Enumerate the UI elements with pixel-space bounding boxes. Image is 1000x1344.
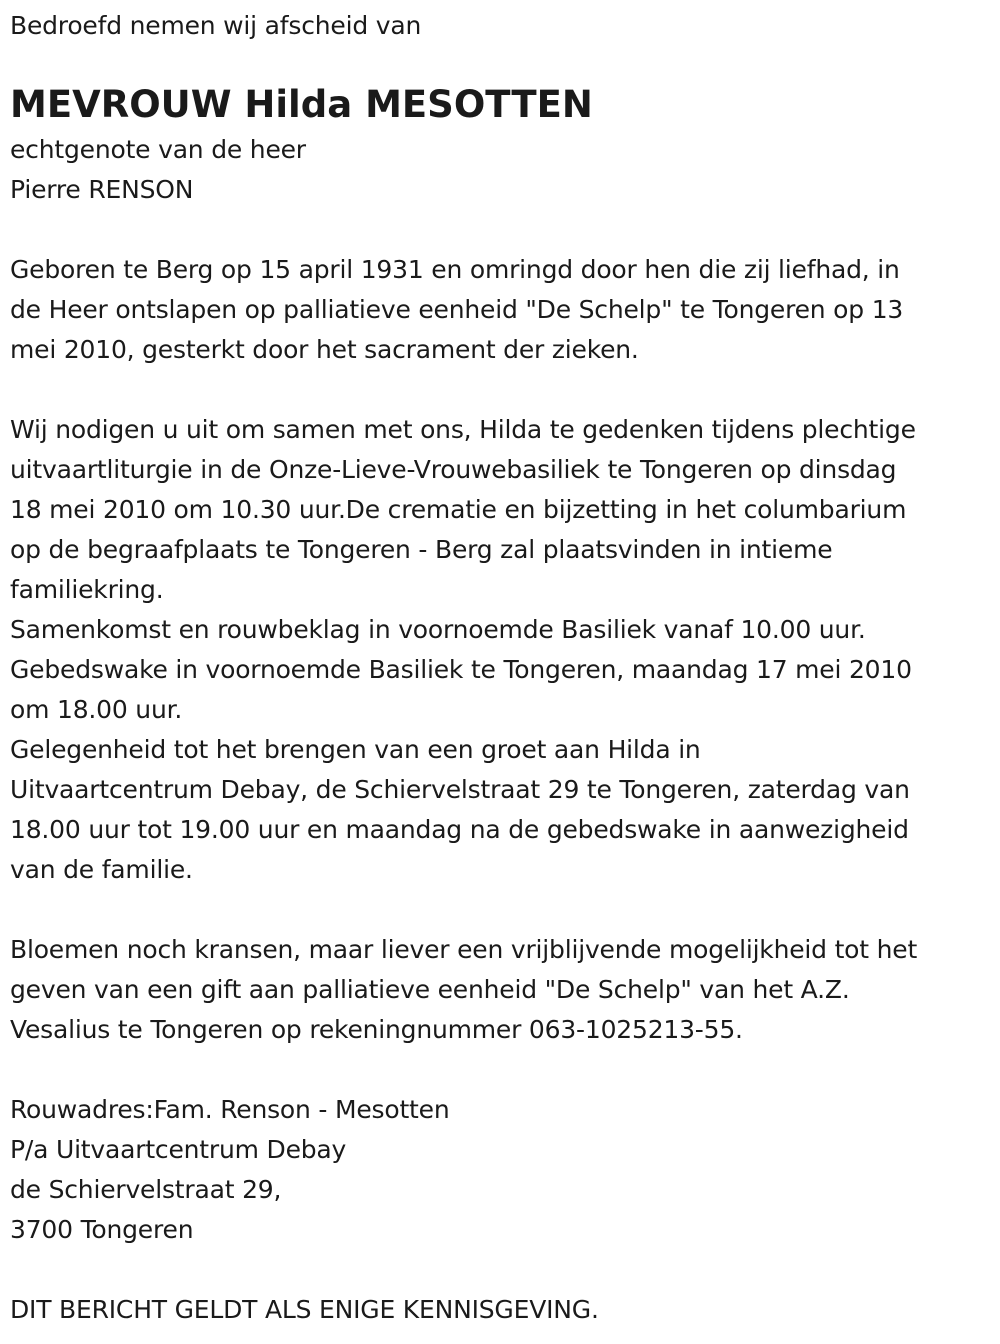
address-line: Rouwadres:Fam. Renson - Mesotten: [10, 1095, 450, 1124]
paragraph-line: op de begraafplaats te Tongeren - Berg zal plaatsvinden in intieme: [10, 535, 833, 564]
spouse-block: [10, 130, 995, 210]
address-line: 3700 Tongeren: [10, 1215, 194, 1244]
paragraph-line: Bloemen noch kransen, maar liever een vrijblijvende mogelijkheid tot het: [10, 935, 918, 964]
flowers-paragraph: [10, 930, 995, 1050]
paragraph-line: Gebedswake in voornoemde Basiliek te Tongeren, maandag 17 mei 2010: [10, 655, 912, 684]
paragraph-line: Samenkomst en rouwbeklag in voornoemde Basiliek vanaf 10.00 uur.: [10, 615, 866, 644]
paragraph-line: Gelegenheid tot het brengen van een groet aan Hilda in: [10, 735, 701, 764]
spouse-line: echtgenote van de heer: [10, 135, 306, 164]
intro-text: Bedroefd nemen wij afscheid van: [10, 11, 422, 40]
paragraph-line: Wij nodigen u uit om samen met ons, Hilda te gedenken tijdens plechtige: [10, 415, 916, 444]
obituary-notice: [10, 6, 995, 1330]
paragraph-line: 18 mei 2010 om 10.30 uur.De crematie en bijzetting in het columbarium: [10, 495, 907, 524]
address-line: de Schiervelstraat 29,: [10, 1175, 282, 1204]
paragraph-line: de Heer ontslapen op palliatieve eenheid "De Schelp" te Tongeren op 13: [10, 295, 904, 324]
deceased-name: MEVROUW Hilda MESOTTEN: [10, 83, 593, 126]
paragraph-line: familiekring.: [10, 575, 164, 604]
paragraph-line: uitvaartliturgie in de Onze-Lieve-Vrouwebasiliek te Tongeren op dinsdag: [10, 455, 897, 484]
paragraph-line: mei 2010, gesterkt door het sacrament der zieken.: [10, 335, 639, 364]
spouse-name: Pierre RENSON: [10, 175, 194, 204]
paragraph-line: Geboren te Berg op 15 april 1931 en omringd door hen die zij liefhad, in: [10, 255, 900, 284]
address-line: P/a Uitvaartcentrum Debay: [10, 1135, 347, 1164]
closing-notice: DIT BERICHT GELDT ALS ENIGE KENNISGEVING.: [10, 1295, 599, 1324]
paragraph-line: 18.00 uur tot 19.00 uur en maandag na de gebedswake in aanwezigheid: [10, 815, 909, 844]
paragraph-line: Vesalius te Tongeren op rekeningnummer 063-1025213-55.: [10, 1015, 743, 1044]
paragraph-line: geven van een gift aan palliatieve eenheid "De Schelp" van het A.Z.: [10, 975, 850, 1004]
ceremony-paragraph: [10, 410, 995, 890]
paragraph-line: Uitvaartcentrum Debay, de Schiervelstraat 29 te Tongeren, zaterdag van: [10, 775, 910, 804]
paragraph-line: van de familie.: [10, 855, 193, 884]
mourning-address: [10, 1090, 995, 1250]
paragraph-line: om 18.00 uur.: [10, 695, 183, 724]
birth-death-paragraph: [10, 250, 995, 370]
